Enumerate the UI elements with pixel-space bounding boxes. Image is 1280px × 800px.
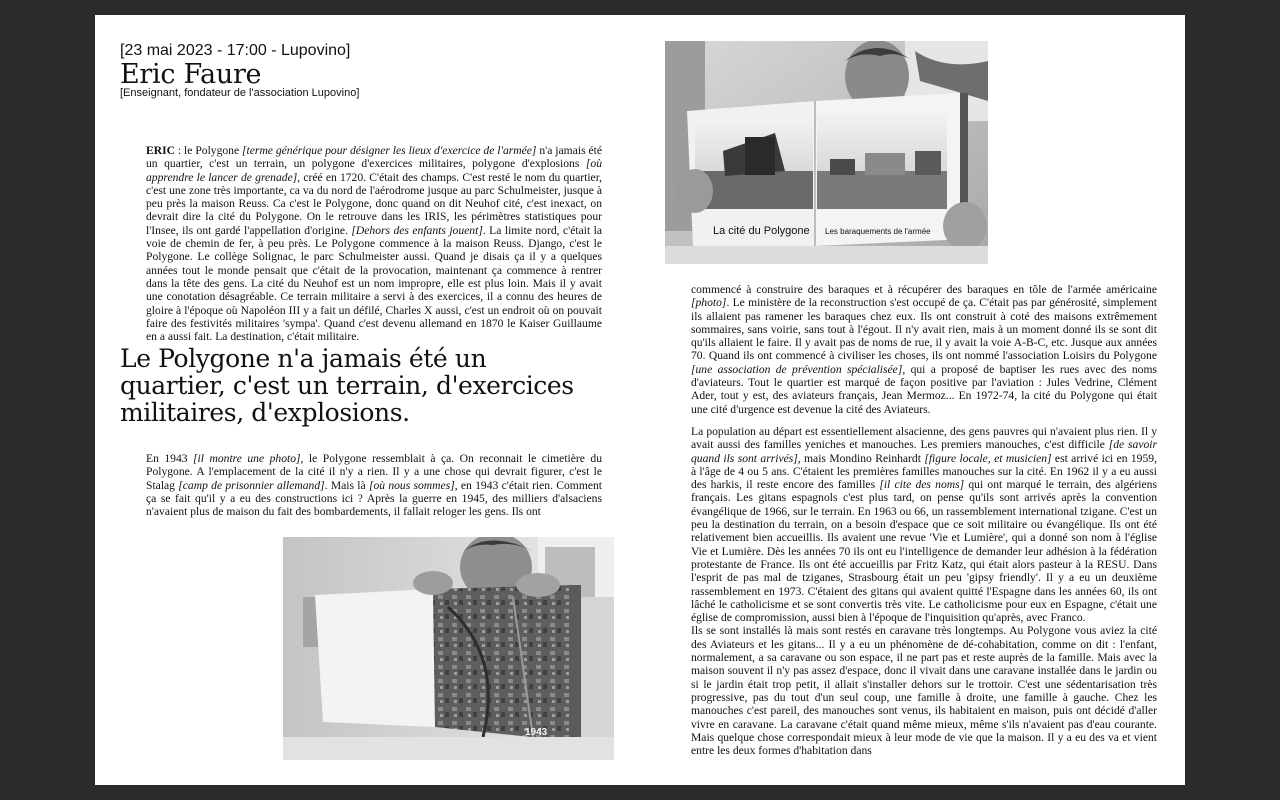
- photo-year-label: 1943: [525, 727, 548, 738]
- interviewee-role: [Enseignant, fondateur de l'association Lupovino]: [120, 87, 360, 99]
- right-paragraph-3: Ils se sont installés là mais sont restés en caravane très longtemps. Au Polygone vous aviez la cité des Aviateurs et les gitans... Il y a eu un phénomène de dé-cohabitation, comme on dit : l'enfant, normalement, a sa caravane ou son espace, il ne part pas et reste auprès de la famille. Mais avec la maison souvent il n'y pas assez d'espace, donc il vivait dans une caravane installée dans le jardin ou si le jardin était trop petit, il allait s'installer dehors sur le trottoir. C'est une sédentarisation très progressive, pas du tout d'un seul coup, une famille à droite, une famille à gauche. Chez les manouches c'est pareil, des manouches sont venus, ils habitaient en maison, puis ont décidé d'aller vivre en caravane. La caravane c'était quand même mieux, même s'ils n'avaient pas d'eau courante. Mais quelque chose correspondait mieux à leur mode de vie que la maison. Il y a eu des va et vient entre les deux formes d'habitation dans: [691, 624, 1157, 758]
- left-paragraph-2: En 1943 [il montre une photo], le Polygone ressemblait à ça. On reconnait le cimetière du Polygone. A l'emplacement de la cité il n'y a rien. Il y a une chose qui devrait figurer, c'est le Stalag [camp de prisonnier allemand]. Mais là [où nous sommes], en 1943 c'était rien. Comment ça se fait qu'il y a eu des constructions ici ? Après la guerre en 1945, des milliers d'alsaciens n'avaient plus de maison du fait des bombardements, il fallait reloger les gens. Ils ont: [146, 452, 602, 519]
- photo-caption-left: La cité du Polygone: [713, 225, 810, 237]
- italic-annotation: [Dehors des enfants jouent]: [351, 223, 483, 237]
- speaker-label: ERIC: [146, 144, 175, 157]
- interview-date-line: [23 mai 2023 - 17:00 - Lupovino]: [120, 42, 351, 59]
- italic-annotation: [où nous sommes]: [368, 478, 455, 492]
- photo-aerial-1943: [283, 537, 614, 760]
- italic-annotation: [il montre une photo]: [193, 452, 301, 465]
- italic-annotation: [figure locale, et musicien]: [924, 451, 1052, 465]
- photo-book-cite-polygone: [665, 41, 988, 264]
- photo-caption-right: Les baraquements de l'armée: [825, 227, 931, 236]
- right-paragraph-2-3: [691, 425, 1157, 757]
- italic-annotation: [il cite des noms]: [879, 478, 965, 492]
- italic-annotation: [photo]: [691, 296, 727, 310]
- magazine-spread: [95, 15, 1185, 785]
- interviewee-name: Eric Faure: [120, 59, 262, 90]
- italic-annotation: [camp de prisonnier allemand]: [178, 478, 325, 492]
- pull-quote: Le Polygone n'a jamais été un quartier, c'est un terrain, d'exercices militaires, d'explosions.: [120, 344, 574, 427]
- left-paragraph-1: ERIC : le Polygone [terme générique pour désigner les lieux d'exercice de l'armée] n'a jamais été un quartier, c'est un terrain, un polygone d'exercices militaires, polygone d'explosions [où apprendre le lancer de grenade], créé en 1720. C'était des champs. C'est resté le nom du quartier, c'est une zone très importante, ca va du nord de l'aérodrome jusque au parc Schulmeister, jusque à peu près la maison Reuss. Ca c'est le Polygone, donc quand on dit Neuhof cité, c'est inexact, on devrait dire la cité du Polygone. On le retrouve dans les IRIS, les périmètres statistiques pour l'Insee, ils ont gardé l'appellation d'origine. [Dehors des enfants jouent]. La limite nord, c'était la voie de chemin de fer, à peu près. Le Polygone commence à la maison Reuss. Django, c'est le Polygone. Le collège Solignac, le parc Schulmeister aussi. Quand je disais ça il y a quelques années tout le monde pensait que c'était de la provocation, maintenant ça commence à rentrer dans la tête des gens. La cité du Neuhof est un nom impropre, elle est plus loin. Mais il y avait une conotation désagréable. Ce terrain militaire a servi à des exercices, il a connu des heures de gloire à l'époque où Napoléon III y a fait un défilé, Charles X aussi, c'est un endroit où on pouvait faire des festivités militaires 'sympa'. Quand c'est devenu allemand en 1870 le Kaiser Guillaume en a aussi fait. La destination, c'était militaire.: [146, 144, 603, 344]
- italic-annotation: [où apprendre le lancer de grenade]: [146, 157, 602, 184]
- right-paragraph-1: commencé à construire des baraques et à récupérer des baraques en tôle de l'armée américaine [photo]. Le ministère de la reconstruction s'est occupé de ça. C'était pas par générosité, simplement ils allaient pas ramener les baraques chez eux. Ils ont construit à coté des maisons extrêmement sommaires, sans voirie, sans tout à l'égout. Il n'y avait rien, mais à un moment donné ils se sont dit qu'ils allaient le faire. Il y avait pas de noms de rue, il y avait la voie A-B-C, etc. Jusque aux années 70. Quand ils ont commencé à civiliser les choses, ils ont nommé l'association Loisirs du Polygone [une association de prévention spécialisée], qui a proposé de baptiser les rues avec des noms d'aviateurs. Tout le quartier est marqué de façon positive par l'aviation : Jules Vedrine, Clément Ader, tout y est, des aviateurs français, Jean Mermoz... En 1972-74, la cité du Polygone qui était une cité d'urgence est devenue la cité des Aviateurs.: [691, 283, 1157, 416]
- italic-annotation: [terme générique pour désigner les lieux d'exercice de l'armée]: [242, 144, 537, 157]
- italic-annotation: [de savoir quand ils sont arrivés]: [691, 438, 1157, 465]
- right-paragraph-2: La population au départ est essentiellement alsacienne, des gens pauvres qui n'avaient plus rien. Il y avait aussi des familles yeniches et manouches. Les premiers manouches, c'est difficile [de savoir quand ils sont arrivés], mais Mondino Reinhardt [figure locale, et musicien] est arrivé ici en 1959, à l'âge de 4 ou 5 ans. C'étaient les premières familles manouches sur la cité. En 1962 il y a eu aussi des harkis, il reste encore des familles [il cite des noms] qui ont marqué le terrain, des algériens français. Les gitans espagnols c'est plus tard, on pense qu'ils sont arrivés après la convention évangélique de 1966, sur le terrain. En 1963 ou 66, un rassemblement international tzigane. C'est un peu la destination du terrain, on a besoin d'espace que ce soit militaire ou évangélique. Ils ont été relativement bien accueillis. Ils avaient une revue 'Vie et Lumière', qui a donné son nom à l'église Vie et Lumière. Dès les années 70 ils ont eu l'intelligence de demander leur adhésion à la fédération protestante de France. Ils ont été accueillis par Fritz Katz, qui était alors pasteur à la RESU. Dans l'esprit de pas mal de tziganes, Strasbourg était un peu 'gipsy friendly'. Il y a eu un deuxième rassemblement en 1973. C'étaient des gitans qui avaient quitté l'Espagne dans les années 60, ils ont lâché le catholicisme et se sont convertis très vite. Le catholicisme pour eux en Espagne, c'était une église de compromission, aussi bien à l'époque de l'inquisition qu'après, avec Franco.: [691, 425, 1157, 625]
- italic-annotation: [une association de prévention spécialisée]: [691, 362, 903, 376]
